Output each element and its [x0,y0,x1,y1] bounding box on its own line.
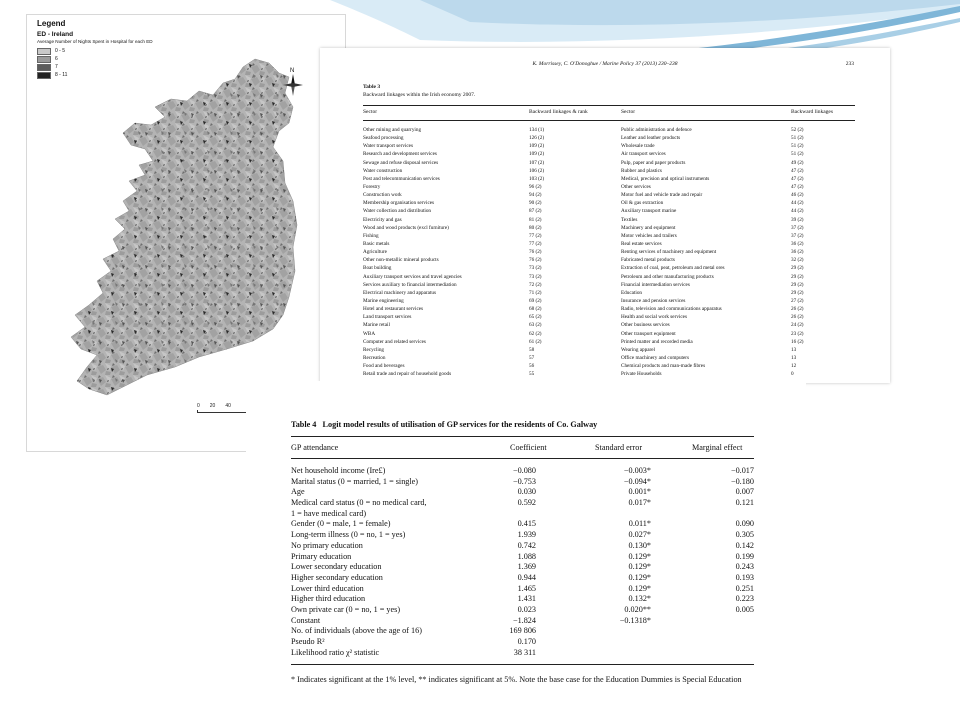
table-cell: Machinery and equipment [621,224,676,231]
table-cell: Electrical machinery and apparatus [363,289,437,296]
table-cell: 0.023 [517,604,536,614]
table-cell: 107 (2) [529,159,545,166]
table-cell: Post and telecommunication services [363,175,440,182]
table-cell: 27 (2) [791,297,804,304]
table-row [363,313,855,321]
table-cell: −0.753 [512,476,536,486]
table4-footnote: * Indicates significant at the 1% level, ** indicates significant at 5%. Note the base case for the Education Dummies is Special Education [291,675,742,684]
table3-header-backward-linkages-rank: Backward linkages & rank [529,109,588,115]
table-cell: Food and beverages [363,363,405,370]
table4-header-standard-error: Standard error [595,443,643,452]
table-cell: Membership organisation services [363,200,435,207]
table-cell: Other services [621,183,651,190]
table-cell: Forestry [363,183,381,190]
table-cell: −0.1318* [619,615,651,625]
table-cell: Wood and wood products (excl furniture) [363,224,449,231]
table-cell: 0.007 [735,487,754,497]
table-cell [536,509,651,520]
table-cell: Medical card status (0 = no medical card, [291,498,427,508]
map-legend [37,19,153,79]
legend-layer-subtitle: Average Number of Nights Spent in Hospital for each ED [37,39,153,44]
table-cell: 39 (2) [791,216,804,223]
table-row [363,354,855,362]
table-cell: Financial intermediation services [621,281,690,288]
table-cell: Recycling [363,346,385,353]
table-cell: 0.305 [735,530,754,540]
table-cell: 51 (2) [791,151,804,158]
table-row [363,321,855,329]
table-rule [291,664,754,665]
table-cell: Real estate services [621,240,662,247]
table-cell: 0.011* [628,519,651,529]
table-cell: Higher secondary education [291,572,383,582]
table-cell: 71 (2) [529,289,542,296]
table-rule [291,436,754,437]
table-row [363,362,855,370]
table-row [363,281,855,289]
table-cell: 68 (2) [529,306,542,313]
table-cell: Air transport services [621,151,666,158]
table-row [291,509,754,520]
table4-header-coefficient: Coefficient [510,443,547,452]
table-cell: 0.193 [735,572,754,582]
table-row [363,330,855,338]
table-cell: Marine engineering [363,297,404,304]
table-cell: Wholesale trade [621,143,655,150]
table-cell: Recreation [363,354,386,361]
table-row [363,134,855,142]
table-cell: −0.080 [512,466,536,475]
table3-page [320,48,890,383]
table-cell: 0.005 [735,604,754,614]
table3-header-backward-linkages: Backward linkages [791,109,833,115]
table-cell: 1.088 [517,551,536,561]
table-cell: 106 (2) [529,167,545,174]
table-cell [461,509,536,520]
table-cell: Land transport services [363,314,412,321]
table-cell: 76 (2) [529,257,542,264]
table-cell: 36 (2) [791,240,804,247]
table-cell: No. of individuals (above the age of 16) [291,626,422,636]
table-row [291,594,754,605]
table-cell: 23 (2) [791,330,804,337]
table-cell: 77 (2) [529,232,542,239]
table-cell: 52 (2) [791,127,804,133]
table-cell: 24 (2) [791,322,804,329]
table-cell: Marital status (0 = married, 1 = single) [291,476,419,486]
legend-class: 6 [37,55,153,63]
table-cell: 134 (1) [529,127,545,133]
table-row [291,584,754,595]
table-cell: 0.090 [735,519,754,529]
table-cell: 0.170 [517,637,536,646]
table-cell: −0.003* [623,466,651,475]
table-cell: Marine retail [363,322,390,329]
table-cell: WBA [363,330,376,337]
table-cell: 26 (2) [791,306,804,313]
table-row [363,216,855,224]
table-cell: Printed matter and recorded media [621,338,693,345]
table-cell: 109 (2) [529,143,545,150]
table-cell: Rubber and plastics [621,167,662,174]
table-cell: Gender (0 = male, 1 = female) [291,519,391,529]
legend-class: 0 - 5 [37,47,153,55]
table-cell: Net household income (Ire£) [291,466,386,475]
table-cell [536,648,651,659]
table-row [363,297,855,305]
table-cell: 0.030 [517,487,536,497]
table-cell: Auxiliary transport services and travel agencies [363,273,462,280]
table-cell: No primary education [291,540,363,550]
table-cell: 0.001* [628,487,651,497]
table-cell: Pseudo R² [291,637,325,646]
table-cell: 0.223 [735,594,754,604]
table-cell: Leather and leather products [621,135,681,142]
table-cell: 36 (2) [791,249,804,256]
table-cell [536,637,651,648]
table-cell: 13 [791,346,797,353]
table-cell: 0.415 [517,519,536,529]
table-cell: 62 (2) [529,330,542,337]
table-cell: Services auxiliary to financial intermediation [363,281,457,288]
table-cell: Auxiliary transport marine [621,208,677,215]
table-row [291,519,754,530]
table-row [363,232,855,240]
table-cell: Construction work [363,192,402,199]
table-cell: 46 (2) [791,192,804,199]
table4-header-marginal-effect: Marginal effect [692,443,743,452]
table-cell: 47 (2) [791,167,804,174]
journal-header: K. Morrissey, C. O'Donoghue / Marine Policy 37 (2013) 230–238 [532,61,678,67]
table-cell: 126 (2) [529,135,545,142]
table-cell: Motor fuel and vehicle trade and repair [621,192,703,199]
table4-label: Table 4 [291,420,317,429]
table3-body [363,126,855,378]
table-cell: Agriculture [363,249,387,256]
table-cell: 47 (2) [791,183,804,190]
table-cell: 61 (2) [529,338,542,345]
table-cell: Long-term illness (0 = no, 1 = yes) [291,530,406,540]
table-cell: 0.027* [628,530,651,540]
table-row [291,637,754,648]
table-cell: 51 (2) [791,135,804,142]
table-cell: Insurance and pension services [621,297,686,304]
table-cell: Lower third education [291,583,364,593]
table-cell: 29 (2) [791,281,804,288]
table-cell: 77 (2) [529,240,542,247]
table-cell: −0.017 [730,466,754,475]
north-arrow-icon [281,65,305,99]
table-cell: 56 [529,363,535,370]
table-cell: Other mining and quarrying [363,127,422,133]
table-row [363,273,855,281]
table-cell: 72 (2) [529,281,542,288]
table-cell: Education [621,289,643,296]
table-cell: Oil & gas extraction [621,200,664,207]
table-cell: 1 = have medical card) [291,508,367,518]
table-cell: 0.129* [628,572,651,582]
table-cell: 29 (2) [791,289,804,296]
table-cell: −1.824 [512,615,536,625]
table-cell: 109 (2) [529,151,545,158]
table3-label: Table 3 [363,84,381,90]
table-row [363,150,855,158]
table-row [291,552,754,563]
table-cell: 1.369 [517,562,536,572]
table-cell: Likelihood ratio χ² statistic [291,647,380,657]
table-cell: Lower secondary education [291,562,382,572]
table-row [363,248,855,256]
table-row [363,183,855,191]
table-cell: Wearing apparel [621,346,656,353]
table-cell: 1.465 [517,583,536,593]
table-cell: Own private car (0 = no, 1 = yes) [291,604,401,614]
table-rule [291,458,754,459]
table-row [291,562,754,573]
table-row [363,240,855,248]
table-cell: 49 (2) [791,159,804,166]
table-cell: 26 (2) [791,314,804,321]
table-row [363,142,855,150]
table-row [291,498,754,509]
table-row [291,626,754,637]
table-row [291,530,754,541]
table-cell: Retail trade and repair of household goods [363,371,452,378]
table-cell: Basic metals [363,240,390,247]
table-cell [651,509,754,520]
table-row [363,224,855,232]
table-cell: 0.132* [628,594,651,604]
table4-title: Logit model results of utilisation of GP services for the residents of Co. Galway [322,420,598,429]
table3-header-sector: Sector [363,109,378,115]
table-cell: 0.129* [628,551,651,561]
table-cell: 47 (2) [791,175,804,182]
table-cell: 0.020** [624,604,651,614]
table4-title-line [291,420,597,429]
table-cell: 90 (2) [529,200,542,207]
table-cell: Public administration and defence [621,127,692,133]
table-cell: 55 [529,371,535,378]
table-row [363,191,855,199]
table-cell: 1.431 [517,594,536,604]
table-cell: 81 (2) [529,216,542,223]
table-cell: −0.094* [623,476,651,486]
table-cell: 169 806 [509,626,536,636]
table-cell [651,616,754,627]
map-scale-bar: 0 20 40 [197,403,247,413]
table-cell: 0.142 [735,540,754,550]
table-cell: 57 [529,354,535,361]
table-cell: Renting services of machinery and equipment [621,249,717,256]
table-cell: 13 [791,354,797,361]
table-row [363,289,855,297]
table-cell: Fishing [363,232,379,239]
table-row [291,466,754,477]
table-cell [536,626,651,637]
table-cell: 103 (2) [529,175,545,182]
table4-page [246,381,806,708]
table4-body [291,466,754,658]
table-cell: Radio, television and communications apparatus [621,306,722,313]
table-cell: Other transport equipment [621,330,676,337]
table-cell: Electricity and gas [363,216,402,223]
table-cell: 32 (2) [791,257,804,264]
table3-header-sector-2: Sector [621,109,636,115]
legend-layer-name: ED - Ireland [37,31,74,38]
table-cell: Medical, precision and optical instruments [621,175,710,182]
table-cell: Health and social work services [621,314,687,321]
table-cell: 0.944 [517,572,536,582]
table-cell: 0.129* [628,583,651,593]
table-row [291,477,754,488]
table-rule [363,120,855,121]
table-cell: 94 (2) [529,192,542,199]
table-row [363,159,855,167]
table-cell: 29 (2) [791,265,804,272]
table-cell: Chemical products and man-made fibres [621,363,706,370]
table-cell: 0.742 [517,540,536,550]
table-cell: 0.251 [735,583,754,593]
table-row [363,346,855,354]
table-row [363,338,855,346]
table-cell: 51 (2) [791,143,804,150]
table-cell: Pulp, paper and paper products [621,159,686,166]
table-cell [651,626,754,637]
table-cell: Other non-metallic mineral products [363,257,439,264]
table-cell: Extraction of coal, peat, petroleum and metal ores [621,265,725,272]
table-cell: Textiles [621,216,638,223]
table-cell: Water construction [363,167,403,174]
table-cell: 0.017* [628,498,651,508]
table-cell: Sewage and refuse disposal services [363,159,439,166]
table-row [363,199,855,207]
table-cell: Seafood processing [363,135,404,142]
table-row [291,648,754,659]
table-rule [363,105,855,106]
table-row [291,541,754,552]
table-cell: 0 [791,371,794,378]
table-cell: 1.939 [517,530,536,540]
legend-title: Legend [37,19,66,28]
table-cell: Fabricated metal products [621,257,675,264]
table-cell: 0.130* [628,540,651,550]
table-cell: 29 (2) [791,273,804,280]
table3-title: Backward linkages within the Irish economy 2007. [363,92,476,98]
legend-class: 7 [37,63,153,71]
table-cell: Constant [291,615,321,625]
table-cell: Petroleum and other manufacturing products [621,273,714,280]
table-cell [651,637,754,648]
table-row [363,207,855,215]
table-cell: 87 (2) [529,208,542,215]
table-cell: −0.180 [730,476,754,486]
table-row [291,573,754,584]
table-cell: 12 [791,363,797,370]
table-cell: Research and development services [363,151,437,158]
table-cell: 44 (2) [791,208,804,215]
table-cell: 80 (2) [529,224,542,231]
table-cell: 0.199 [735,551,754,561]
table-cell: 73 (2) [529,273,542,280]
table-cell: 76 (2) [529,249,542,256]
table-row [363,305,855,313]
svg-text:N: N [290,68,295,74]
table-cell: 37 (2) [791,232,804,239]
table-cell: Motor vehicles and trailers [621,232,677,239]
table-row [291,616,754,627]
table-cell: Office machinery and computers [621,354,690,361]
table-row [363,264,855,272]
table-cell: Other business services [621,322,670,329]
table-cell: 44 (2) [791,200,804,207]
table-cell: Water transport services [363,143,413,150]
table-cell: 0.129* [628,562,651,572]
table-cell: Hotel and restaurant services [363,306,424,313]
table-row [291,605,754,616]
table-row [363,370,855,378]
table-row [363,167,855,175]
table-cell: Private Households [621,371,662,378]
table-cell: 69 (2) [529,297,542,304]
table-cell: 65 (2) [529,314,542,321]
table-cell: Computer and related services [363,338,426,345]
table-cell: Higher third education [291,594,366,604]
page-number: 233 [845,61,854,67]
table-cell: 0.121 [735,498,754,508]
table-row [363,175,855,183]
table-cell: 38 311 [513,647,536,657]
table-row [291,487,754,498]
table-cell: 16 (2) [791,338,804,345]
table-cell: 0.592 [517,498,536,508]
table-cell: 58 [529,346,535,353]
table-cell: 63 (2) [529,322,542,329]
table-cell: Water collection and distribution [363,208,432,215]
table-cell: 0.243 [735,562,754,572]
table-cell: 96 (2) [529,183,542,190]
table-cell [651,648,754,659]
table-row [363,126,855,134]
table-cell: Boat building [363,265,392,272]
table-cell: Age [291,487,305,497]
table4-header-gp-attendance: GP attendance [291,443,339,452]
table-row [363,256,855,264]
table-cell: 73 (2) [529,265,542,272]
table-cell: 37 (2) [791,224,804,231]
legend-class: 8 - 11 [37,71,153,79]
table-cell: Primary education [291,551,352,561]
